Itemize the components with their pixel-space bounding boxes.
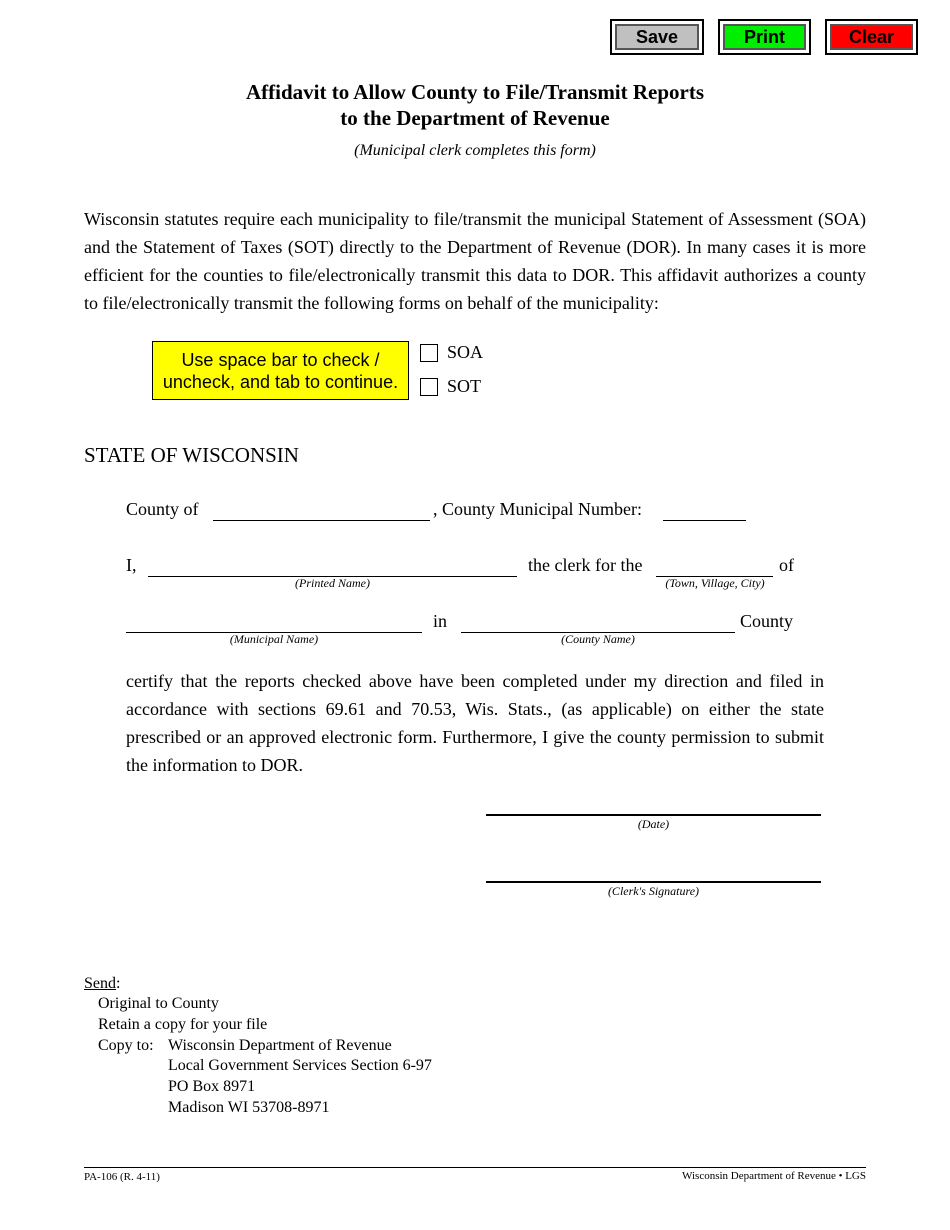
send-heading xyxy=(84,974,120,995)
address-line-1: Wisconsin Department of Revenue xyxy=(168,1037,392,1054)
footer-agency: Wisconsin Department of Revenue • LGS xyxy=(682,1170,866,1182)
county-of-label: County of xyxy=(126,499,199,519)
copy-to-label: Copy to: xyxy=(98,1037,154,1054)
date-input[interactable] xyxy=(486,792,821,814)
county-municipal-number-underline xyxy=(663,520,746,521)
address-line-2: Local Government Services Section 6-97 xyxy=(168,1057,432,1074)
county-label: County xyxy=(740,611,794,631)
clerk-signature-caption: (Clerk's Signature) xyxy=(607,884,700,898)
date-caption: (Date) xyxy=(637,817,670,831)
instruction-hint-box xyxy=(152,341,409,400)
address-line-4: Madison WI 53708-8971 xyxy=(168,1099,330,1116)
county-name-underline xyxy=(213,520,430,521)
form-title-line2: to the Department of Revenue xyxy=(340,106,610,130)
county-municipal-number-label: , County Municipal Number: xyxy=(433,499,642,519)
town-village-city-caption: (Town, Village, City) xyxy=(665,576,765,590)
county-name-2-input[interactable] xyxy=(461,610,735,632)
in-label: in xyxy=(433,611,448,631)
address-line-3: PO Box 8971 xyxy=(168,1078,256,1095)
send-line-original: Original to County xyxy=(98,995,219,1012)
printed-name-caption: (Printed Name) xyxy=(295,576,370,590)
send-line-retain: Retain a copy for your file xyxy=(98,1016,268,1033)
send-label: Send xyxy=(84,975,116,992)
date-line xyxy=(486,814,821,816)
intro-paragraph: Wisconsin statutes require each municipality to file/transmit the municipal Statement of Assessment (SOA) and the Statement of Taxes (SOT) directly to the Department of Revenue (DOR). In many cases it is more efficient for the counties to file/electronically transmit this data to DOR. This affidavit authorizes a county to file/electronically transmit the following forms on behalf of the municipality: xyxy=(84,209,866,313)
county-name-2-caption: (County Name) xyxy=(561,632,635,646)
form-subtitle: (Municipal clerk completes this form) xyxy=(354,142,596,159)
soa-checkbox[interactable] xyxy=(420,344,438,362)
save-button[interactable]: Save xyxy=(610,19,704,55)
sot-checkbox[interactable] xyxy=(420,378,438,396)
clerk-for-label: the clerk for the xyxy=(528,555,643,575)
clear-button[interactable]: Clear xyxy=(825,19,918,55)
form-title-line1: Affidavit to Allow County to File/Transmit Reports xyxy=(245,80,705,104)
send-colon: : xyxy=(116,975,121,992)
certify-paragraph: certify that the reports checked above have been completed under my direction and filed in accordance with sections 69.61 and 70.53, Wis. Stats., (as applicable) on either the state prescribed or an approved electronic form. Furthermore, I give the county permission to submit the information to DOR. xyxy=(126,671,824,775)
print-button[interactable]: Print xyxy=(718,19,811,55)
municipal-name-caption: (Municipal Name) xyxy=(229,632,319,646)
soa-checkbox-label: SOA xyxy=(447,342,484,362)
of-label: of xyxy=(779,555,794,575)
town-village-city-input[interactable] xyxy=(656,554,773,576)
footer-form-id: PA-106 (R. 4-11) xyxy=(84,1171,160,1183)
i-label: I, xyxy=(126,555,137,575)
county-name-input[interactable] xyxy=(213,498,430,520)
instruction-hint-text: Use space bar to check / uncheck, and tab to continue. xyxy=(162,349,399,392)
sot-checkbox-label: SOT xyxy=(447,376,482,396)
county-municipal-number-input[interactable] xyxy=(663,498,746,520)
printed-name-input[interactable] xyxy=(148,554,517,576)
municipal-name-input[interactable] xyxy=(126,610,422,632)
state-heading: STATE OF WISCONSIN xyxy=(84,443,299,467)
clerk-signature-line xyxy=(486,881,821,883)
footer-rule xyxy=(84,1167,866,1168)
